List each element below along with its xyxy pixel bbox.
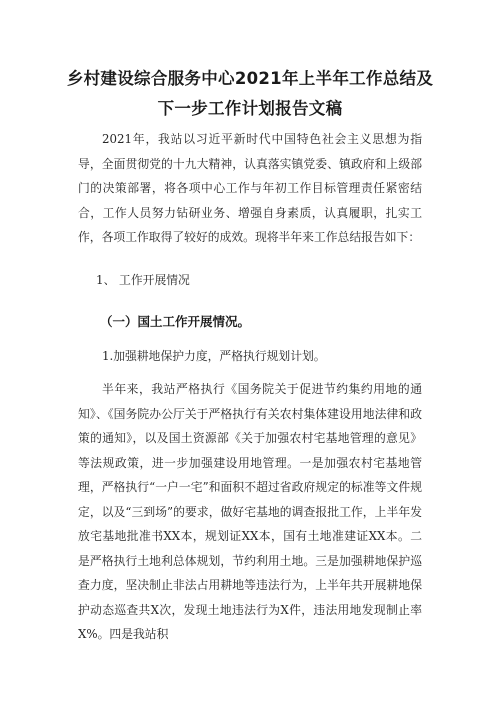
subsection-heading: （一）国土工作开展情况。: [100, 314, 251, 329]
document-title: 乡村建设综合服务中心2021年上半年工作总结及下一步工作计划报告文稿: [66, 69, 434, 118]
item-heading: 1.加强耕地保护力度，严格执行规划计划。: [102, 349, 326, 363]
section-heading: 1、 工作开展情况: [96, 273, 190, 287]
intro-paragraph: 2021年，我站以习近平新时代中国特色社会主义思想为指导，全面贯彻党的十九大精神，认真落实镇党委、镇政府和上级部门的决策部署，将各项中心工作与年初工作目标管理责任紧密结合，工作人员努力钻研业务、增强自身素质，认真履职，扎实工作，各项工作取得了较好的成效。现将半年来工作总结报告如下：: [78, 132, 422, 244]
body-paragraph: 半年来，我站严格执行《国务院关于促进节约集约用地的通知》、《国务院办公厅关于严格执行有关农村集体建设用地法律和政策的通知》，以及国土资源部《关于加强农村宅基地管理的意见》等法规政策，进一步加强建设用地管理。一是加强农村宅基地管理，严格执行“一户一宅”和面积不超过省政府规定的标准等文件规定，以及“三到场”的要求，做好宅基地的调查报批工作，上半年发放宅基地批准书XX本，规划证XX本，国有土地准建证XX本。二是严格执行土地利总体规划，节约利用土地。三是加强耕地保护巡查力度，坚决制止非法占用耕地等违法行为，上半年共开展耕地保护动态巡查共X次，发现土地违法行为X件，违法用地发现制止率X%。四是我站积: [78, 382, 422, 641]
